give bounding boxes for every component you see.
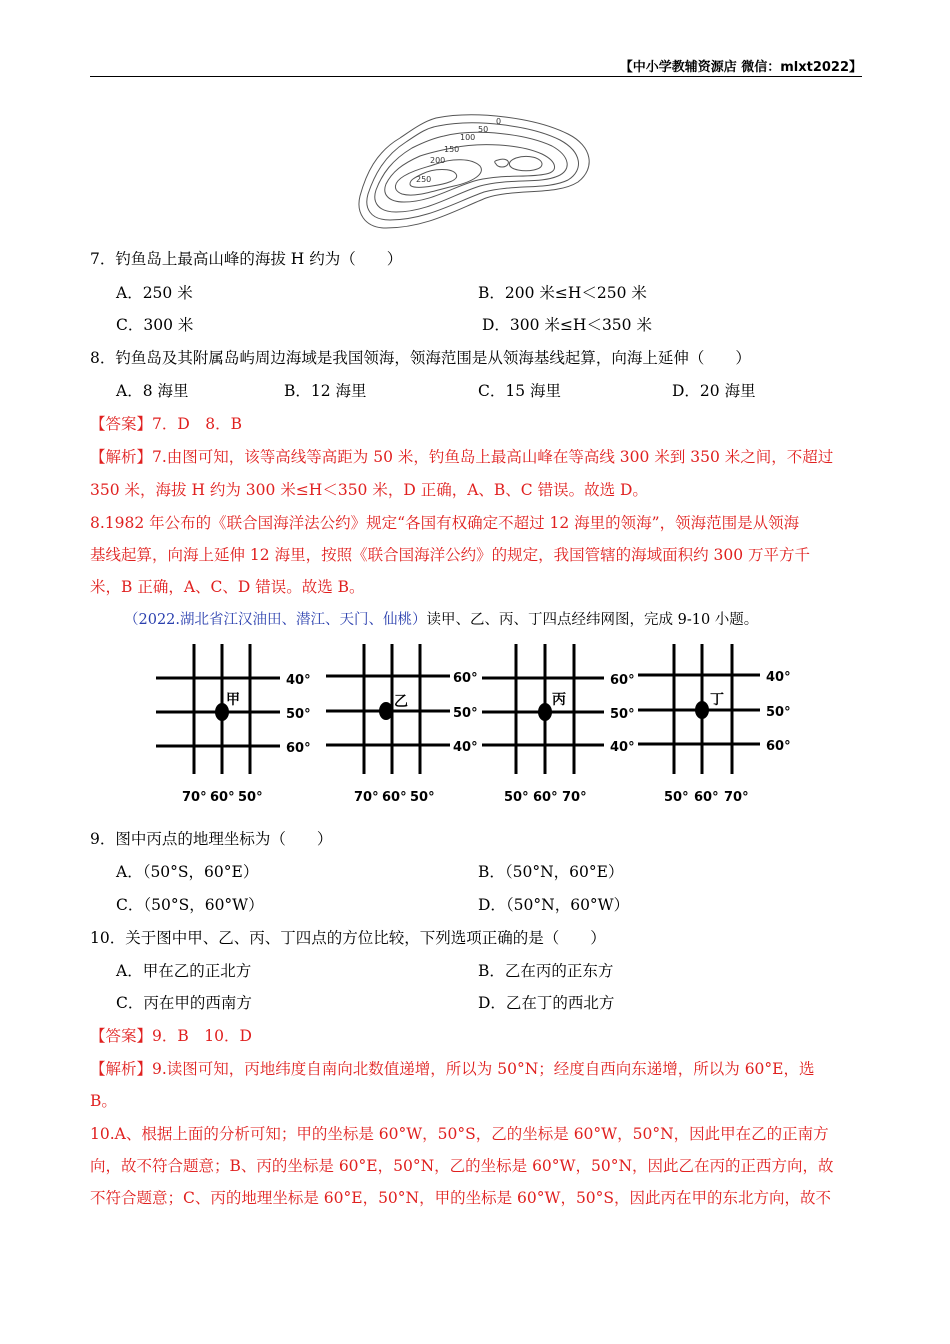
lat-label-mid: 50° xyxy=(453,706,478,721)
point-marker xyxy=(538,703,552,721)
analysis-text: 7.由图可知，该等高线等高距为 50 米，钓鱼岛上最高山峰在等高线 300 米到 350 米之间，不超过 xyxy=(152,448,834,466)
contour-map xyxy=(356,112,596,234)
lat-label-top: 60° xyxy=(453,671,478,686)
lat-label-bottom: 40° xyxy=(453,740,478,755)
q9-option-c: C．（50°S，60°W） xyxy=(116,896,264,914)
intro-text: 读甲、乙、丙、丁四点经纬网图，完成 9-10 小题。 xyxy=(426,612,759,628)
q8-option-b: B．12 海里 xyxy=(284,382,367,400)
q8-option-a: A．8 海里 xyxy=(116,382,189,400)
answer-text: 9．B 10．D xyxy=(152,1027,252,1045)
source-note: （2022.湖北省江汉油田、潜江、天门、仙桃） xyxy=(124,612,427,628)
lat-label-bottom: 60° xyxy=(766,739,791,754)
page-header: 【中小学教辅资源店 微信：mlxt2022】 xyxy=(90,56,862,77)
lat-label-mid: 50° xyxy=(286,707,311,722)
analysis-1-line2: 350 米，海拔 H 约为 300 米≤H＜350 米，D 正确，A、B、C 错误。故选 D。 xyxy=(90,481,648,499)
point-marker xyxy=(379,702,393,720)
q8-stem: 8．钓鱼岛及其附属岛屿周边海域是我国领海，领海范围是从领海基线起算，向海上延伸（ ） xyxy=(90,349,751,367)
q10-option-a: A．甲在乙的正北方 xyxy=(116,962,252,980)
analysis-2-line5: 不符合题意；C、丙的地理坐标是 60°E，50°N，甲的坐标是 60°W，50°S，因此丙在甲的东北方向，故不 xyxy=(90,1189,832,1207)
lat-label-mid: 50° xyxy=(766,705,791,720)
q10-option-b: B．乙在丙的正东方 xyxy=(478,962,614,980)
lon-label-left: 70° xyxy=(354,790,379,805)
answer-text: 7．D 8．B xyxy=(152,415,243,433)
answer-label: 【答案】 xyxy=(90,1027,153,1045)
graticule-bing xyxy=(482,644,642,813)
lat-label-top: 60° xyxy=(610,673,635,688)
q10-option-d: D．乙在丁的西北方 xyxy=(478,994,615,1012)
lon-label-mid: 60° xyxy=(382,790,407,805)
analysis-1-line3: 8.1982 年公布的《联合国海洋法公约》规定“各国有权确定不超过 12 海里的领海”，领海范围是从领海 xyxy=(90,514,800,532)
point-label: 甲 xyxy=(226,692,240,708)
q10-stem: 10．关于图中甲、乙、丙、丁四点的方位比较，下列选项正确的是（ ） xyxy=(90,929,606,947)
lon-label-left: 70° xyxy=(182,790,207,805)
lat-label-bottom: 60° xyxy=(286,741,311,756)
lat-label-bottom: 40° xyxy=(610,740,635,755)
analysis-label: 【解析】 xyxy=(90,1060,153,1078)
q8-option-d: D．20 海里 xyxy=(672,382,756,400)
lon-label-left: 50° xyxy=(664,790,689,805)
lon-label-mid: 60° xyxy=(533,790,558,805)
q7-option-a: A．250 米 xyxy=(116,284,193,302)
point-label: 丁 xyxy=(710,692,724,708)
analysis-label: 【解析】 xyxy=(90,448,153,466)
analysis-2-line1 xyxy=(90,1057,814,1079)
lat-label-mid: 50° xyxy=(610,707,635,722)
q8-option-c: C．15 海里 xyxy=(478,382,562,400)
q10-option-c: C．丙在甲的西南方 xyxy=(116,994,252,1012)
q9-option-d: D．（50°N，60°W） xyxy=(478,896,630,914)
lon-label-right: 70° xyxy=(724,790,749,805)
graticule-ding xyxy=(638,644,798,813)
analysis-1-line4: 基线起算，向海上延伸 12 海里，按照《联合国海洋公约》的规定，我国管辖的海域面积约 300 万平方千 xyxy=(90,546,811,564)
point-label: 乙 xyxy=(394,694,408,710)
answer-label: 【答案】 xyxy=(90,415,153,433)
q7-option-c: C．300 米 xyxy=(116,316,194,334)
lon-label-mid: 60° xyxy=(694,790,719,805)
q9-stem: 9．图中丙点的地理坐标为（ ） xyxy=(90,830,333,848)
lon-label-right: 50° xyxy=(410,790,435,805)
lon-label-right: 70° xyxy=(562,790,587,805)
lon-label-mid: 60° xyxy=(210,790,235,805)
point-marker xyxy=(695,701,709,719)
contour-label-0: 0 xyxy=(496,117,502,126)
analysis-2-line4: 向，故不符合题意；B、丙的坐标是 60°E，50°N，乙的坐标是 60°W，50°N，因此乙在丙的正西方向，故 xyxy=(90,1157,834,1175)
graticule-yi xyxy=(326,644,486,813)
lon-label-left: 50° xyxy=(504,790,529,805)
graticule-jia xyxy=(156,644,316,813)
contour-label-150: 150 xyxy=(444,145,460,154)
q9-option-b: B．（50°N，60°E） xyxy=(478,863,624,881)
analysis-2-line3: 10.A、根据上面的分析可知；甲的坐标是 60°W，50°S，乙的坐标是 60°W，50°N，因此甲在乙的正南方 xyxy=(90,1125,829,1143)
contour-label-100: 100 xyxy=(460,133,476,142)
q7-option-d: D．300 米≤H＜350 米 xyxy=(482,316,652,334)
q7-stem: 7．钓鱼岛上最高山峰的海拔 H 约为（ ） xyxy=(90,250,403,268)
lat-label-top: 40° xyxy=(286,673,311,688)
answer-1 xyxy=(90,412,242,434)
analysis-1-line5: 米，B 正确，A、C、D 错误。故选 B。 xyxy=(90,578,365,596)
q9-option-a: A．（50°S，60°E） xyxy=(116,863,259,881)
point-label: 丙 xyxy=(552,692,566,708)
analysis-2-line2: B。 xyxy=(90,1092,117,1110)
contour-label-200: 200 xyxy=(430,156,446,165)
lat-label-top: 40° xyxy=(766,670,791,685)
section-intro xyxy=(124,608,758,629)
analysis-1-line1 xyxy=(90,445,833,467)
analysis-text: 9.读图可知，丙地纬度自南向北数值递增，所以为 50°N；经度自西向东递增，所以为 60°E，选 xyxy=(152,1060,815,1078)
contour-label-250: 250 xyxy=(416,175,432,184)
q7-option-b: B．200 米≤H＜250 米 xyxy=(478,284,647,302)
lon-label-right: 50° xyxy=(238,790,263,805)
answer-2 xyxy=(90,1024,252,1046)
contour-label-50: 50 xyxy=(478,125,489,134)
